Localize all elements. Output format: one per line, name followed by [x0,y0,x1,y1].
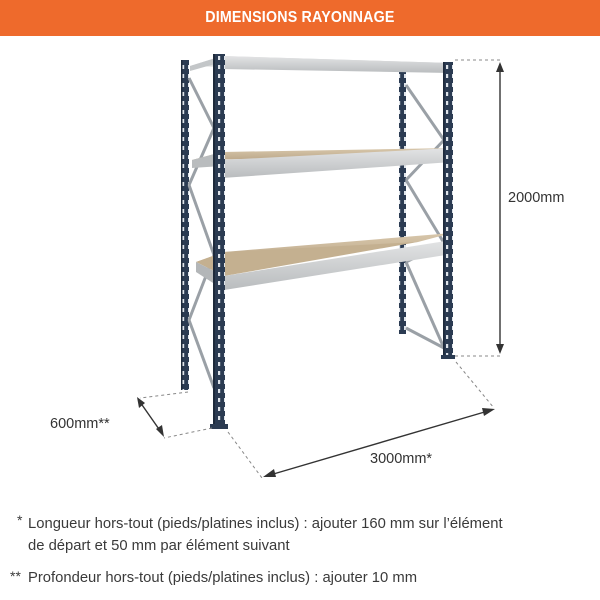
note1-marker: * [17,512,23,528]
title-banner [0,0,600,36]
shelving-diagram [0,36,600,500]
note1-line1: Longueur hors-tout (pieds/platines inclus) : ajouter 160 mm sur l’élément [28,516,503,532]
note2-text: Profondeur hors-tout (pieds/platines inclus) : ajouter 10 mm [28,570,418,586]
note2-marker: ** [10,568,21,584]
front-right-upright [441,62,455,359]
note1-line2: de départ et 50 mm par élément suivant [28,538,290,554]
height-label: 2000mm [508,190,565,206]
right-frame-bracing [406,85,444,348]
length-label: 3000mm* [370,451,433,467]
back-left-upright [181,60,189,390]
length-dimension [228,362,495,478]
page-title: DIMENSIONS RAYONNAGE [205,9,395,26]
left-frame-bracing [189,78,214,388]
back-right-upright [399,72,406,334]
depth-dimension [137,392,212,438]
depth-label: 600mm** [50,416,110,432]
height-dimension [455,60,504,356]
top-shelf [190,56,452,73]
front-left-upright [210,54,228,429]
